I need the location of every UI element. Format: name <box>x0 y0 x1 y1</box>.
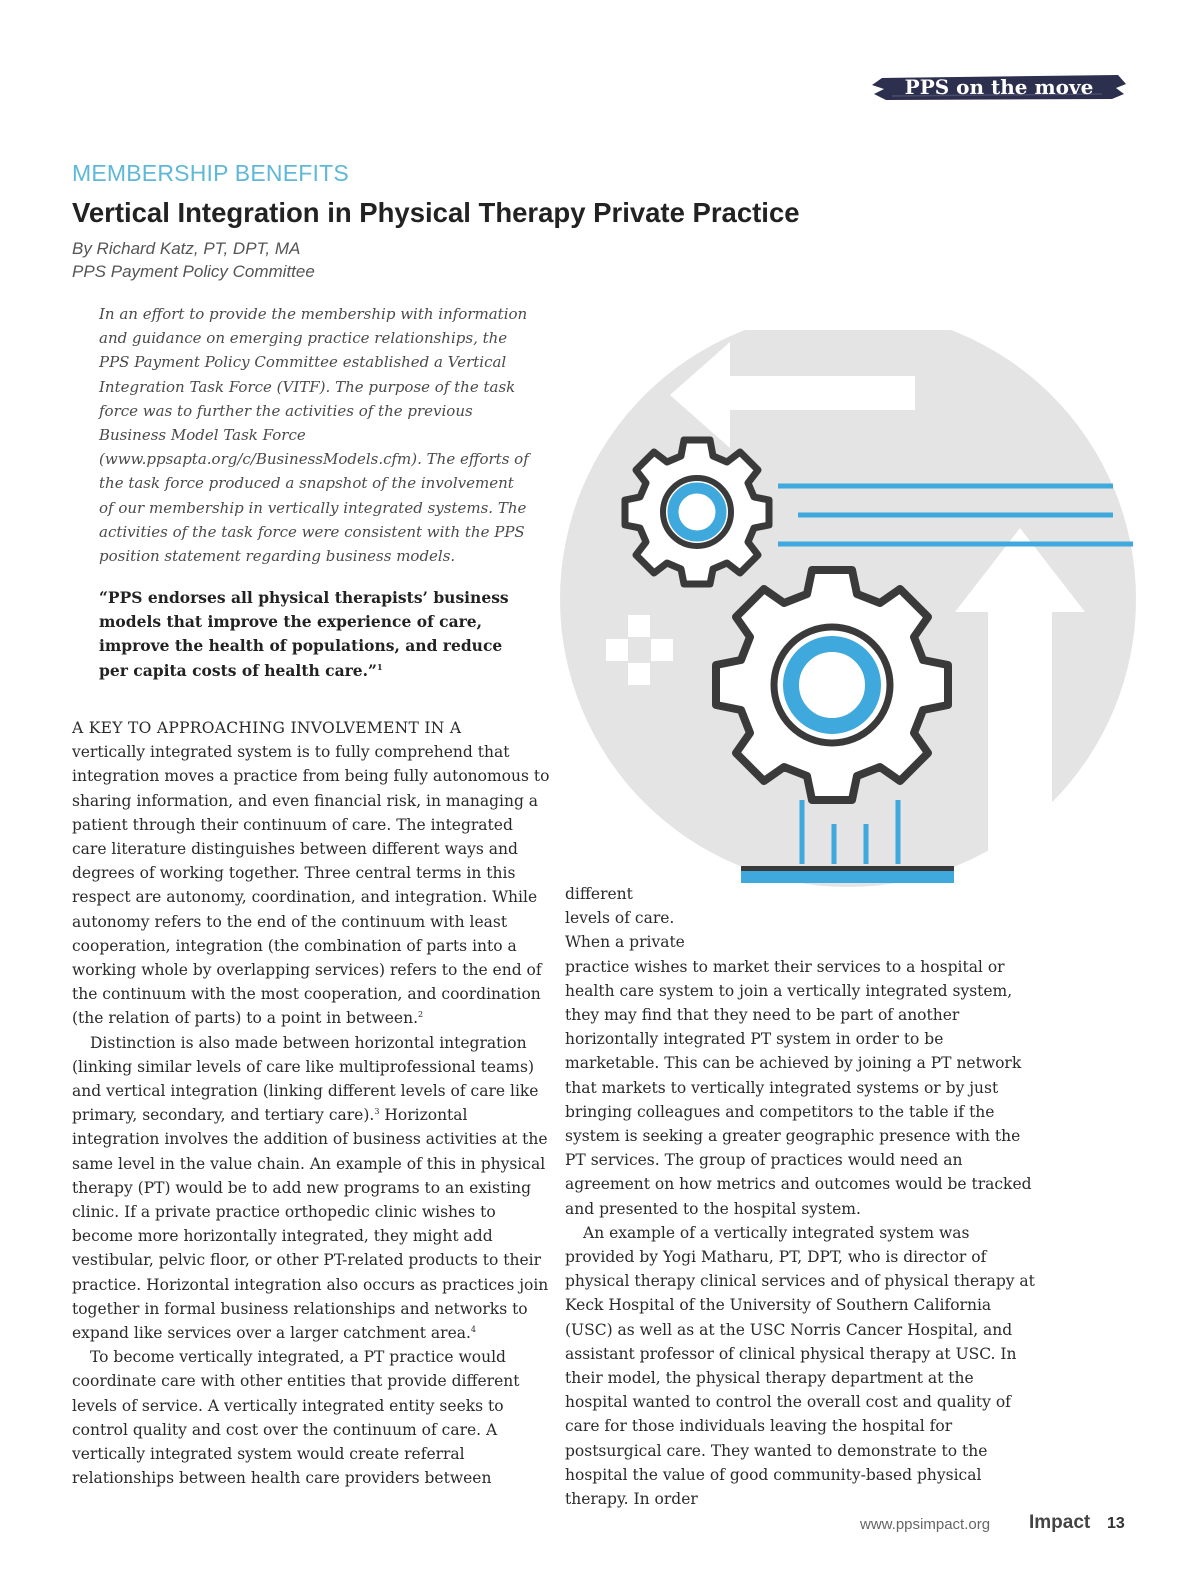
gears-illustration <box>560 330 1140 890</box>
quote-footnote-ref: 1 <box>376 661 383 672</box>
article-title: Vertical Integration in Physical Therapy Private Practice <box>72 197 800 228</box>
body-paragraph-1: A KEY TO APPROACHING INVOLVEMENT IN A vertically integrated system is to fully comprehend that integration moves a practice from being fully autonomous to sharing information, and even financial risk, in managing a patient through their continuum of care. The integrated care literature distinguishes between different ways and degrees of working together. Three central terms in this respect are autonomy, coordination, and integration. While autonomy refers to the end of the continuum with least cooperation, integration (the combination of parts into a working whole by overlapping services) refers to the end of the continuum with the most cooperation, and coordination (the relation of parts) to a point in between.$^2$ <box>72 719 550 1028</box>
body-paragraph-2: Distinction is also made between horizontal integration (linking similar levels of care like multiprofessional teams) and vertical integration (linking different levels of care like primary, secondary, and tertiary care).$^3$ Horizontal integration involves the addition of business activities at the same level in the value chain. An example of this in physical therapy (PT) would be to add new programs to an existing clinic. If a private practice orthopedic clinic wishes to become more horizontally integrated, they might add vestibular, pelvic floor, or other PT-related products to their practice. Horizontal integration also occurs as practices join together in formal business relationships and networks to expand like services over a larger catchment area.$^4$ <box>72 1033 549 1343</box>
body-paragraph-3: To become vertically integrated, a PT practice would coordinate care with other entities that provide different levels of service. A vertically integrated entity seeks to control quality and cost over the continuum of care. A vertically integrated system would create referral relationships between health care providers between <box>72 1348 520 1488</box>
lead-in: A KEY TO APPROACHING INVOLVEMENT IN A <box>72 719 462 737</box>
footer-url: www.ppsimpact.org <box>860 1516 991 1533</box>
large-gear-icon <box>716 570 948 800</box>
section-label: MEMBERSHIP BENEFITS <box>72 160 349 186</box>
quote-text: “PPS endorses all physical therapists’ business models that improve the experience of care, improve the health of populations, and reduce per capita costs of health care.” <box>99 588 509 680</box>
body-column-right <box>565 882 1035 1511</box>
body-column-left <box>72 716 552 1491</box>
footer-brand: Impact <box>1029 1512 1091 1533</box>
page-number: 13 <box>1107 1515 1125 1532</box>
small-gear-icon <box>625 440 769 584</box>
footnote-ref: 3 <box>374 1107 380 1117</box>
affiliation: PPS Payment Policy Committee <box>72 262 315 281</box>
footnote-ref: 4 <box>470 1324 477 1334</box>
author: By Richard Katz, PT, DPT, MA <box>72 239 301 258</box>
byline <box>72 237 315 283</box>
body-paragraph-5: An example of a vertically integrated system was provided by Yogi Matharu, PT, DPT, who is director of physical therapy clinical services and of physical therapy at Keck Hospital of the University of Southern California (USC) as well as at the USC Norris Cancer Hospital, and assistant professor of clinical physical therapy at USC. In their model, the physical therapy department at the hospital wanted to control the overall cost and quality of care for those individuals leaving the hospital for postsurgical care. They wanted to demonstrate to the hospital the value of good community-based physical therapy. In order <box>565 1223 1035 1509</box>
intro-paragraph: In an effort to provide the membership with information and guidance on emerging practice relationships, the PPS Payment Policy Committee established a Vertical Integration Task Force (VITF). The purpose of the task force was to further the activities of the previous Business Model Task Force (www.ppsapta.org/c/BusinessModels.cfm). The efforts of the task force produced a snapshot of the involvement of our membership in vertically integrated systems. The activities of the task force were consistent with the PPS position statement regarding business models. <box>99 305 529 566</box>
body-paragraph-4: different levels of care. When a private practice wishes to market their services to a hospital or health care system to join a vertically integrated system, they may find that they need to be part of another horizontally integrated PT system in order to be marketable. This can be achieved by joining a PT network that markets to vertically integrated systems or by just bringing colleagues and competitors to the table if the system is seeking a greater geographic presence with the PT services. The group of practices would need an agreement on how metrics and outcomes would be tracked and presented to the hospital system. <box>565 885 1032 1218</box>
pull-quote <box>99 586 519 683</box>
footnote-ref: 2 <box>418 1010 424 1020</box>
header-tag: PPS on the move <box>904 75 1094 99</box>
